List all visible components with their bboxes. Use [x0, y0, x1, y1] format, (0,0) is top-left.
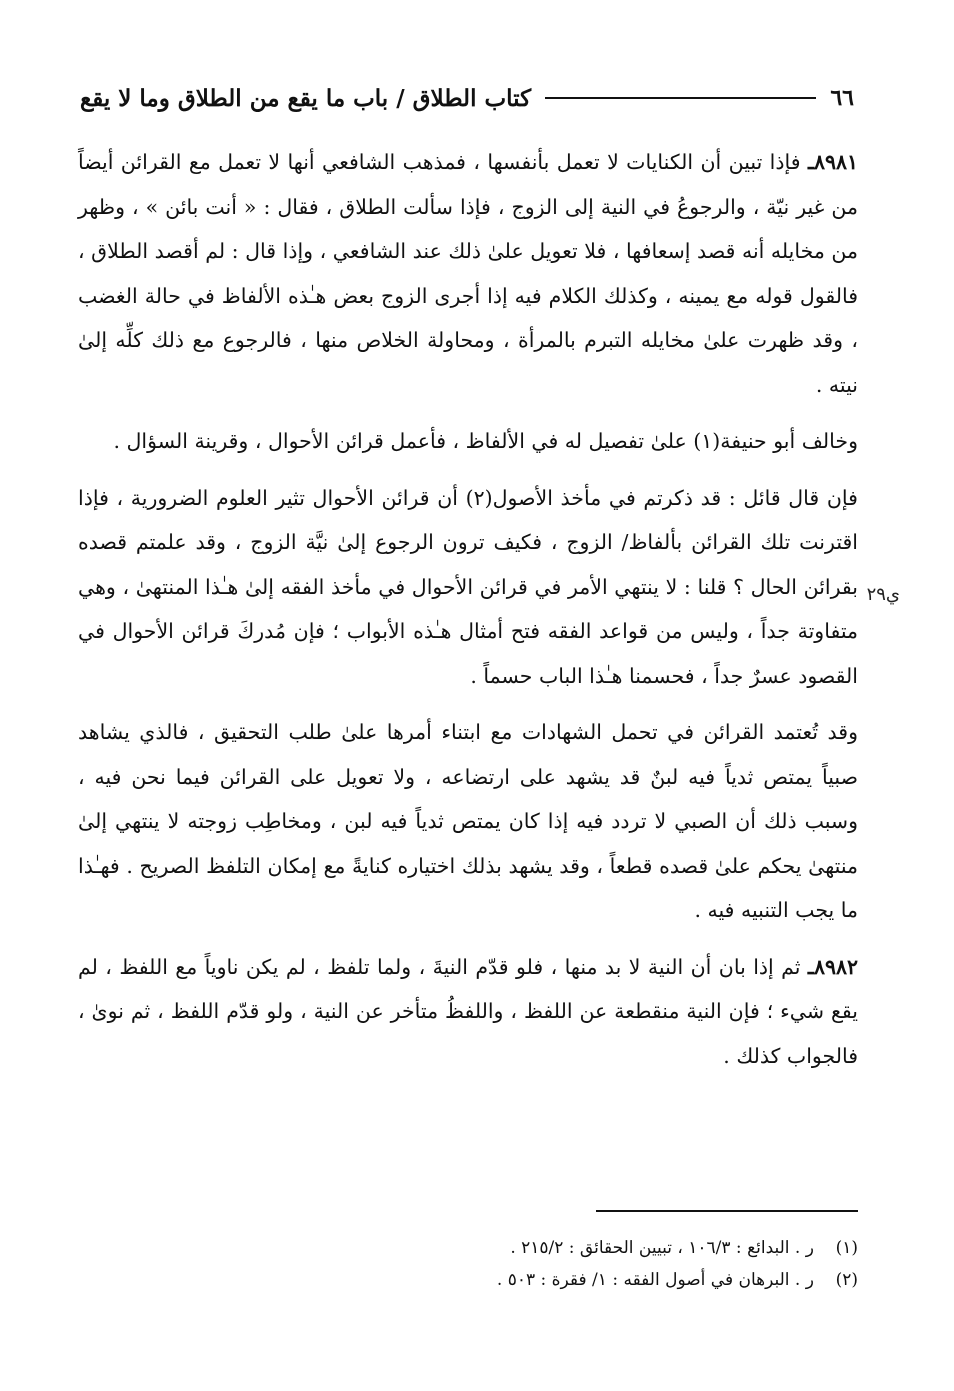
chapter-title: كتاب الطلاق / باب ما يقع من الطلاق وما لا يقع	[80, 84, 532, 112]
main-text	[78, 140, 858, 1090]
paragraph-text: فإذا تبين أن الكنايات لا تعمل بأنفسها ، فمذهب الشافعي أنها لا تعمل مع القرائن أيضاً من غير نيّة ، والرجوعُ في النية إلى الزوج ، فإذا سألت الطلاق ، فقال : « أنت بائن » ، وظهر من مخايله أنه قصد إسعافها ، فلا تعويل علىٰ ذلك عند الشافعي ، وإذا قال : لم أقصد الطلاق ، فالقول قوله مع يمينه ، وكذلك الكلام فيه إذا أجرى الزوج بعض هـٰذه الألفاظ في حالة الغضب ، وقد ظهرت علىٰ مخايله التبرم بالمرأة ، ومحاولة الخلاص منها ، فالرجوع مع ذلك كلِّه إلىٰ نيته .	[78, 150, 858, 397]
running-header	[80, 78, 854, 118]
paragraph-text: فإن قال قائل : قد ذكرتم في مأخذ الأصول(٢) أن قرائن الأحوال تثير العلوم الضرورية ، فإذا اقترنت تلك القرائن بألفاظ/ الزوج ، فكيف ترون الرجوع إلىٰ نيَّة الزوج ، وقد علمتم قصده بقرائن الحال ؟ قلنا : لا ينتهي الأمر في قرائن الأحوال في مأخذ الفقه إلىٰ هـٰذا المنتهىٰ ، وهي متفاوتة جداً ، وليس من قواعد الفقه فتح أمثال هـٰذه الأبواب ؛ فإن مُدركَ قرائن الأحوال في القصود عسرٌ جداً ، فحسمنا هـٰذا الباب حسماً .	[78, 485, 858, 688]
page-number: ٦٦	[830, 85, 854, 111]
margin-reference: ي٢٩	[866, 584, 900, 605]
footnote	[300, 1232, 858, 1264]
footnote-marker: (٢)	[835, 1270, 858, 1290]
footnote-marker: (١)	[835, 1238, 858, 1258]
paragraph	[78, 140, 858, 407]
footnotes	[300, 1232, 858, 1296]
paragraph	[78, 710, 858, 933]
paragraph-text: وخالف أبو حنيفة(١) علىٰ تفصيل له في الألفاظ ، فأعمل قرائن الأحوال ، وقرينة السؤال .	[113, 429, 858, 453]
paragraph-number: ٨٩٨٢ـ	[807, 954, 858, 979]
header-rule	[545, 97, 816, 99]
footnote-text: ر . البرهان في أصول الفقه : ١/ فقرة : ٥٠٣ .	[496, 1270, 814, 1290]
paragraph-text: ثم إذا بان أن النية لا بد منها ، فلو قدّم النيةَ ، ولما تلفظ ، لم يكن ناوياً مع اللفظ ، لم يقع شيء ؛ فإن النية منقطعة عن اللفظ ، واللفظُ متأخر عن النية ، ولو قدّم اللفظ ، ثم نوىٰ ، فالجواب كذلك .	[78, 954, 858, 1068]
paragraph	[78, 945, 858, 1079]
paragraph-number: ٨٩٨١ـ	[807, 150, 858, 174]
paragraph	[78, 419, 858, 464]
footnote	[300, 1264, 858, 1296]
footnote-separator	[596, 1210, 858, 1212]
paragraph	[78, 476, 858, 699]
footnote-text: ر . البدائع : ١٠٦/٣ ، تبيين الحقائق : ٢١٥/٢ .	[510, 1238, 814, 1258]
paragraph-text: وقد تُعتمد القرائن في تحمل الشهادات مع ابتناء أمرها علىٰ طلب التحقيق ، فالذي يشاهد صبياً يمتص ثدياً فيه لبنٌ قد يشهد على ارتضاعه ، ولا تعويل على القرائن فيما نحن فيه ، وسبب ذلك أن الصبي لا تردد فيه إذا كان يمتص ثدياً فيه لبن ، ومخاطِب زوجته لا ينتهي إلىٰ منتهىٰ يحكم علىٰ قصده قطعاً ، وقد يشهد بذلك اختياره كنايةً مع إمكان التلفظ الصريح . فهـٰذا ما يجب التنبيه فيه .	[78, 720, 858, 922]
